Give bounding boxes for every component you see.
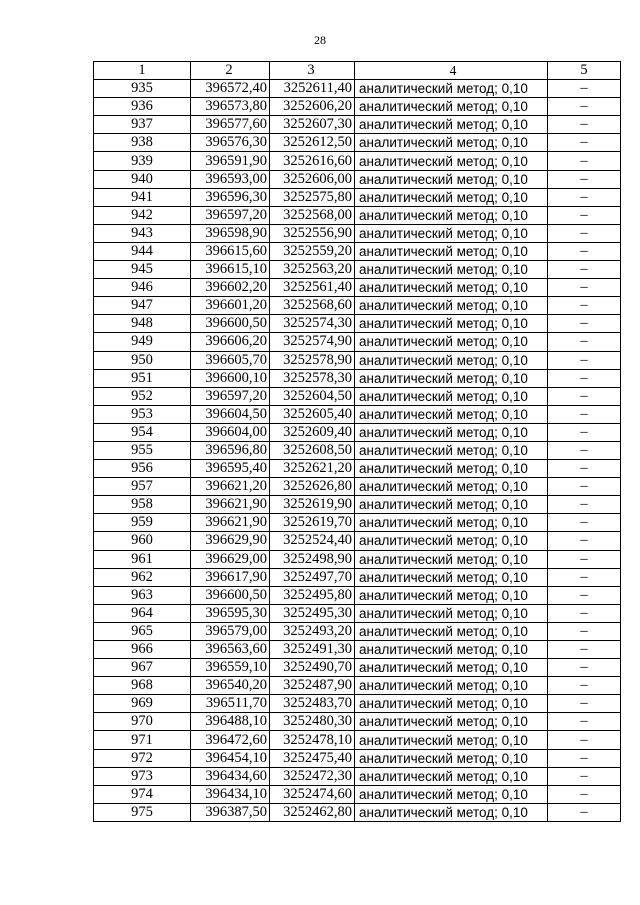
x-coordinate-cell: 396576,30 [191, 134, 270, 152]
description-cell: – [548, 641, 621, 659]
description-cell: – [548, 460, 621, 478]
point-number-cell: 969 [94, 695, 191, 713]
point-number-cell: 939 [94, 152, 191, 170]
description-cell: – [548, 532, 621, 550]
point-number-cell: 947 [94, 297, 191, 315]
header-row [94, 62, 621, 80]
description-cell: – [548, 749, 621, 767]
method-accuracy-cell: аналитический метод; 0,10 [355, 170, 548, 188]
method-accuracy-cell: аналитический метод; 0,10 [355, 261, 548, 279]
column-header-1: 1 [94, 62, 191, 80]
method-accuracy-cell: аналитический метод; 0,10 [355, 242, 548, 260]
y-coordinate-cell: 3252568,60 [270, 297, 355, 315]
y-coordinate-cell: 3252619,90 [270, 496, 355, 514]
y-coordinate-cell: 3252561,40 [270, 279, 355, 297]
method-accuracy-cell: аналитический метод; 0,10 [355, 98, 548, 116]
table-row [94, 224, 621, 242]
description-cell: – [548, 785, 621, 803]
table-row [94, 369, 621, 387]
description-cell: – [548, 387, 621, 405]
point-number-cell: 940 [94, 170, 191, 188]
x-coordinate-cell: 396559,10 [191, 659, 270, 677]
table-row [94, 387, 621, 405]
point-number-cell: 953 [94, 405, 191, 423]
y-coordinate-cell: 3252491,30 [270, 641, 355, 659]
table-row [94, 496, 621, 514]
x-coordinate-cell: 396595,30 [191, 604, 270, 622]
x-coordinate-cell: 396572,40 [191, 80, 270, 98]
description-cell: – [548, 242, 621, 260]
description-cell: – [548, 604, 621, 622]
y-coordinate-cell: 3252609,40 [270, 423, 355, 441]
description-cell: – [548, 116, 621, 134]
point-number-cell: 972 [94, 749, 191, 767]
description-cell: – [548, 731, 621, 749]
x-coordinate-cell: 396593,00 [191, 170, 270, 188]
y-coordinate-cell: 3252619,70 [270, 514, 355, 532]
point-number-cell: 959 [94, 514, 191, 532]
point-number-cell: 938 [94, 134, 191, 152]
description-cell: – [548, 550, 621, 568]
table-row [94, 785, 621, 803]
x-coordinate-cell: 396596,80 [191, 441, 270, 459]
table-header [94, 62, 621, 80]
x-coordinate-cell: 396591,90 [191, 152, 270, 170]
point-number-cell: 941 [94, 188, 191, 206]
method-accuracy-cell: аналитический метод; 0,10 [355, 297, 548, 315]
description-cell: – [548, 677, 621, 695]
point-number-cell: 974 [94, 785, 191, 803]
method-accuracy-cell: аналитический метод; 0,10 [355, 441, 548, 459]
description-cell: – [548, 568, 621, 586]
description-cell: – [548, 152, 621, 170]
y-coordinate-cell: 3252498,90 [270, 550, 355, 568]
x-coordinate-cell: 396597,20 [191, 206, 270, 224]
table-row [94, 749, 621, 767]
y-coordinate-cell: 3252608,50 [270, 441, 355, 459]
point-number-cell: 970 [94, 713, 191, 731]
point-number-cell: 973 [94, 767, 191, 785]
y-coordinate-cell: 3252604,50 [270, 387, 355, 405]
method-accuracy-cell: аналитический метод; 0,10 [355, 315, 548, 333]
x-coordinate-cell: 396577,60 [191, 116, 270, 134]
y-coordinate-cell: 3252574,90 [270, 333, 355, 351]
coordinates-table [93, 61, 621, 822]
point-number-cell: 962 [94, 568, 191, 586]
description-cell: – [548, 695, 621, 713]
point-number-cell: 949 [94, 333, 191, 351]
table-row [94, 206, 621, 224]
point-number-cell: 946 [94, 279, 191, 297]
table-row [94, 713, 621, 731]
y-coordinate-cell: 3252578,90 [270, 351, 355, 369]
method-accuracy-cell: аналитический метод; 0,10 [355, 659, 548, 677]
description-cell: – [548, 622, 621, 640]
x-coordinate-cell: 396579,00 [191, 622, 270, 640]
y-coordinate-cell: 3252475,40 [270, 749, 355, 767]
point-number-cell: 956 [94, 460, 191, 478]
y-coordinate-cell: 3252495,30 [270, 604, 355, 622]
table-row [94, 460, 621, 478]
table-row [94, 586, 621, 604]
x-coordinate-cell: 396615,60 [191, 242, 270, 260]
description-cell: – [548, 586, 621, 604]
description-cell: – [548, 405, 621, 423]
x-coordinate-cell: 396472,60 [191, 731, 270, 749]
method-accuracy-cell: аналитический метод; 0,10 [355, 568, 548, 586]
x-coordinate-cell: 396629,90 [191, 532, 270, 550]
method-accuracy-cell: аналитический метод; 0,10 [355, 478, 548, 496]
x-coordinate-cell: 396600,10 [191, 369, 270, 387]
x-coordinate-cell: 396600,50 [191, 586, 270, 604]
y-coordinate-cell: 3252497,70 [270, 568, 355, 586]
table-row [94, 677, 621, 695]
method-accuracy-cell: аналитический метод; 0,10 [355, 586, 548, 604]
table-row [94, 622, 621, 640]
table-row [94, 568, 621, 586]
description-cell: – [548, 80, 621, 98]
method-accuracy-cell: аналитический метод; 0,10 [355, 622, 548, 640]
table-row [94, 170, 621, 188]
page-number: 28 [314, 33, 326, 47]
point-number-cell: 957 [94, 478, 191, 496]
x-coordinate-cell: 396434,10 [191, 785, 270, 803]
table-row [94, 261, 621, 279]
x-coordinate-cell: 396563,60 [191, 641, 270, 659]
x-coordinate-cell: 396606,20 [191, 333, 270, 351]
x-coordinate-cell: 396454,10 [191, 749, 270, 767]
y-coordinate-cell: 3252607,30 [270, 116, 355, 134]
table-row [94, 731, 621, 749]
method-accuracy-cell: аналитический метод; 0,10 [355, 803, 548, 821]
table-row [94, 659, 621, 677]
x-coordinate-cell: 396598,90 [191, 224, 270, 242]
x-coordinate-cell: 396604,50 [191, 405, 270, 423]
method-accuracy-cell: аналитический метод; 0,10 [355, 731, 548, 749]
y-coordinate-cell: 3252575,80 [270, 188, 355, 206]
y-coordinate-cell: 3252524,40 [270, 532, 355, 550]
point-number-cell: 945 [94, 261, 191, 279]
table-row [94, 242, 621, 260]
point-number-cell: 967 [94, 659, 191, 677]
method-accuracy-cell: аналитический метод; 0,10 [355, 351, 548, 369]
description-cell: – [548, 206, 621, 224]
x-coordinate-cell: 396604,00 [191, 423, 270, 441]
y-coordinate-cell: 3252493,20 [270, 622, 355, 640]
method-accuracy-cell: аналитический метод; 0,10 [355, 460, 548, 478]
method-accuracy-cell: аналитический метод; 0,10 [355, 785, 548, 803]
y-coordinate-cell: 3252472,30 [270, 767, 355, 785]
x-coordinate-cell: 396573,80 [191, 98, 270, 116]
method-accuracy-cell: аналитический метод; 0,10 [355, 116, 548, 134]
point-number-cell: 942 [94, 206, 191, 224]
y-coordinate-cell: 3252606,00 [270, 170, 355, 188]
x-coordinate-cell: 396596,30 [191, 188, 270, 206]
table-row [94, 297, 621, 315]
method-accuracy-cell: аналитический метод; 0,10 [355, 134, 548, 152]
description-cell: – [548, 478, 621, 496]
y-coordinate-cell: 3252487,90 [270, 677, 355, 695]
table-row [94, 134, 621, 152]
y-coordinate-cell: 3252616,60 [270, 152, 355, 170]
method-accuracy-cell: аналитический метод; 0,10 [355, 496, 548, 514]
column-header-3: 3 [270, 62, 355, 80]
point-number-cell: 964 [94, 604, 191, 622]
y-coordinate-cell: 3252559,20 [270, 242, 355, 260]
point-number-cell: 966 [94, 641, 191, 659]
table-row [94, 695, 621, 713]
table-row [94, 550, 621, 568]
point-number-cell: 944 [94, 242, 191, 260]
table-row [94, 803, 621, 821]
table-row [94, 333, 621, 351]
point-number-cell: 952 [94, 387, 191, 405]
description-cell: – [548, 297, 621, 315]
y-coordinate-cell: 3252606,20 [270, 98, 355, 116]
y-coordinate-cell: 3252612,50 [270, 134, 355, 152]
x-coordinate-cell: 396434,60 [191, 767, 270, 785]
x-coordinate-cell: 396601,20 [191, 297, 270, 315]
x-coordinate-cell: 396597,20 [191, 387, 270, 405]
table-row [94, 405, 621, 423]
y-coordinate-cell: 3252626,80 [270, 478, 355, 496]
point-number-cell: 965 [94, 622, 191, 640]
table-row [94, 188, 621, 206]
description-cell: – [548, 261, 621, 279]
description-cell: – [548, 98, 621, 116]
table-row [94, 80, 621, 98]
table-row [94, 478, 621, 496]
table-row [94, 514, 621, 532]
description-cell: – [548, 279, 621, 297]
description-cell: – [548, 713, 621, 731]
y-coordinate-cell: 3252462,80 [270, 803, 355, 821]
y-coordinate-cell: 3252568,00 [270, 206, 355, 224]
method-accuracy-cell: аналитический метод; 0,10 [355, 749, 548, 767]
point-number-cell: 971 [94, 731, 191, 749]
table-row [94, 315, 621, 333]
method-accuracy-cell: аналитический метод; 0,10 [355, 532, 548, 550]
x-coordinate-cell: 396621,90 [191, 496, 270, 514]
method-accuracy-cell: аналитический метод; 0,10 [355, 405, 548, 423]
table-row [94, 441, 621, 459]
method-accuracy-cell: аналитический метод; 0,10 [355, 152, 548, 170]
column-header-5: 5 [548, 62, 621, 80]
y-coordinate-cell: 3252621,20 [270, 460, 355, 478]
table-row [94, 279, 621, 297]
x-coordinate-cell: 396629,00 [191, 550, 270, 568]
description-cell: – [548, 351, 621, 369]
table-row [94, 152, 621, 170]
table-row [94, 423, 621, 441]
method-accuracy-cell: аналитический метод; 0,10 [355, 206, 548, 224]
x-coordinate-cell: 396621,20 [191, 478, 270, 496]
x-coordinate-cell: 396615,10 [191, 261, 270, 279]
y-coordinate-cell: 3252478,10 [270, 731, 355, 749]
description-cell: – [548, 659, 621, 677]
method-accuracy-cell: аналитический метод; 0,10 [355, 604, 548, 622]
point-number-cell: 968 [94, 677, 191, 695]
column-header-4: 4 [355, 62, 548, 80]
method-accuracy-cell: аналитический метод; 0,10 [355, 333, 548, 351]
y-coordinate-cell: 3252611,40 [270, 80, 355, 98]
table-row [94, 532, 621, 550]
x-coordinate-cell: 396540,20 [191, 677, 270, 695]
point-number-cell: 958 [94, 496, 191, 514]
x-coordinate-cell: 396595,40 [191, 460, 270, 478]
y-coordinate-cell: 3252556,90 [270, 224, 355, 242]
y-coordinate-cell: 3252483,70 [270, 695, 355, 713]
point-number-cell: 951 [94, 369, 191, 387]
description-cell: – [548, 333, 621, 351]
method-accuracy-cell: аналитический метод; 0,10 [355, 224, 548, 242]
x-coordinate-cell: 396617,90 [191, 568, 270, 586]
table-row [94, 351, 621, 369]
x-coordinate-cell: 396600,50 [191, 315, 270, 333]
method-accuracy-cell: аналитический метод; 0,10 [355, 677, 548, 695]
description-cell: – [548, 369, 621, 387]
x-coordinate-cell: 396621,90 [191, 514, 270, 532]
method-accuracy-cell: аналитический метод; 0,10 [355, 641, 548, 659]
column-header-2: 2 [191, 62, 270, 80]
y-coordinate-cell: 3252563,20 [270, 261, 355, 279]
table-row [94, 641, 621, 659]
point-number-cell: 960 [94, 532, 191, 550]
method-accuracy-cell: аналитический метод; 0,10 [355, 188, 548, 206]
description-cell: – [548, 224, 621, 242]
table-body [94, 80, 621, 822]
description-cell: – [548, 496, 621, 514]
y-coordinate-cell: 3252495,80 [270, 586, 355, 604]
description-cell: – [548, 441, 621, 459]
y-coordinate-cell: 3252578,30 [270, 369, 355, 387]
table-row [94, 604, 621, 622]
y-coordinate-cell: 3252605,40 [270, 405, 355, 423]
point-number-cell: 961 [94, 550, 191, 568]
x-coordinate-cell: 396488,10 [191, 713, 270, 731]
method-accuracy-cell: аналитический метод; 0,10 [355, 767, 548, 785]
point-number-cell: 943 [94, 224, 191, 242]
method-accuracy-cell: аналитический метод; 0,10 [355, 695, 548, 713]
x-coordinate-cell: 396511,70 [191, 695, 270, 713]
method-accuracy-cell: аналитический метод; 0,10 [355, 550, 548, 568]
description-cell: – [548, 315, 621, 333]
point-number-cell: 935 [94, 80, 191, 98]
point-number-cell: 963 [94, 586, 191, 604]
point-number-cell: 937 [94, 116, 191, 134]
description-cell: – [548, 514, 621, 532]
point-number-cell: 955 [94, 441, 191, 459]
point-number-cell: 975 [94, 803, 191, 821]
description-cell: – [548, 767, 621, 785]
x-coordinate-cell: 396605,70 [191, 351, 270, 369]
table-row [94, 98, 621, 116]
y-coordinate-cell: 3252474,60 [270, 785, 355, 803]
method-accuracy-cell: аналитический метод; 0,10 [355, 279, 548, 297]
table-row [94, 116, 621, 134]
method-accuracy-cell: аналитический метод; 0,10 [355, 423, 548, 441]
method-accuracy-cell: аналитический метод; 0,10 [355, 514, 548, 532]
point-number-cell: 950 [94, 351, 191, 369]
description-cell: – [548, 170, 621, 188]
description-cell: – [548, 188, 621, 206]
point-number-cell: 936 [94, 98, 191, 116]
y-coordinate-cell: 3252490,70 [270, 659, 355, 677]
point-number-cell: 948 [94, 315, 191, 333]
method-accuracy-cell: аналитический метод; 0,10 [355, 369, 548, 387]
y-coordinate-cell: 3252480,30 [270, 713, 355, 731]
method-accuracy-cell: аналитический метод; 0,10 [355, 80, 548, 98]
y-coordinate-cell: 3252574,30 [270, 315, 355, 333]
description-cell: – [548, 134, 621, 152]
description-cell: – [548, 803, 621, 821]
x-coordinate-cell: 396387,50 [191, 803, 270, 821]
description-cell: – [548, 423, 621, 441]
x-coordinate-cell: 396602,20 [191, 279, 270, 297]
point-number-cell: 954 [94, 423, 191, 441]
method-accuracy-cell: аналитический метод; 0,10 [355, 713, 548, 731]
method-accuracy-cell: аналитический метод; 0,10 [355, 387, 548, 405]
table-row [94, 767, 621, 785]
